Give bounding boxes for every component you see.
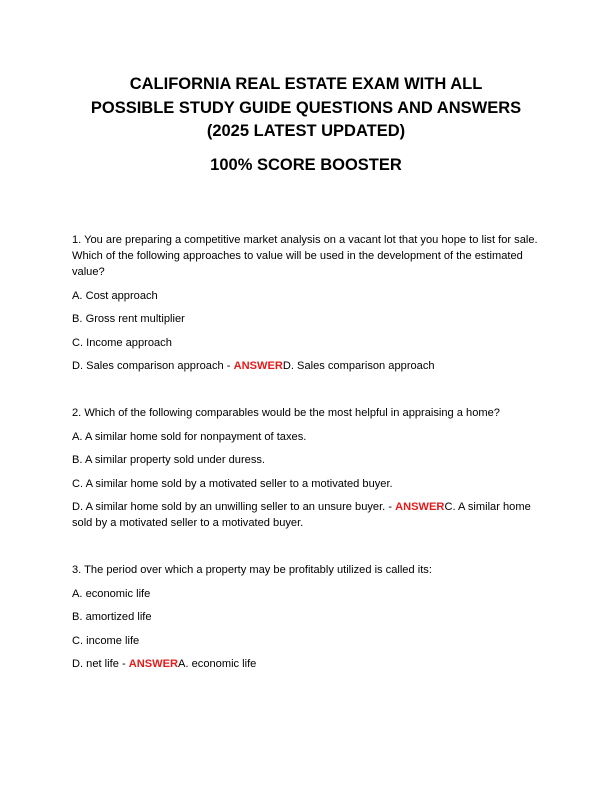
title-line-2: POSSIBLE STUDY GUIDE QUESTIONS AND ANSWERS xyxy=(90,98,522,117)
option-d: D. A similar home sold by an unwilling seller to an unsure buyer. - xyxy=(72,501,396,513)
option-d-with-answer xyxy=(72,656,542,672)
question-stem: 1. You are preparing a competitive market analysis on a vacant lot that you hope to list for sale. Which of the following approaches to value will be used in the development of the estimated value? xyxy=(72,234,538,278)
question-2 xyxy=(72,405,542,531)
option-b: B. Gross rent multiplier xyxy=(72,313,185,325)
question-stem: 2. Which of the following comparables would be the most helpful in appraising a home? xyxy=(72,407,500,419)
answer-label: ANSWER xyxy=(395,501,445,513)
option-c: C. income life xyxy=(72,634,140,647)
title-line-1: CALIFORNIA REAL ESTATE EXAM WITH ALL xyxy=(129,75,483,93)
option-c: C. A similar home sold by a motivated seller to a motivated buyer. xyxy=(72,477,393,490)
option-a: A. Cost approach xyxy=(72,289,158,302)
question-3 xyxy=(72,562,542,672)
option-a: A. A similar home sold for nonpayment of taxes. xyxy=(72,430,307,443)
option-d-with-answer xyxy=(72,358,542,374)
option-d: D. Sales comparison approach - xyxy=(72,360,234,372)
document-subtitle: 100% SCORE BOOSTER xyxy=(210,156,402,174)
answer-label: ANSWER xyxy=(128,658,179,670)
option-b: B. A similar property sold under duress. xyxy=(72,454,265,466)
question-list xyxy=(72,232,542,680)
option-d-with-answer xyxy=(72,499,542,531)
answer-text: C. A similar home sold by a motivated seller to a motivated buyer. xyxy=(72,501,531,529)
option-b: B. amortized life xyxy=(72,611,152,623)
option-a: A. economic life xyxy=(72,587,151,600)
answer-text: D. Sales comparison approach xyxy=(282,360,435,372)
answer-text: A. economic life xyxy=(178,658,257,670)
title-line-3: (2025 LATEST UPDATED) xyxy=(206,122,406,140)
document-title xyxy=(40,73,572,144)
question-stem: 3. The period over which a property may be profitably utilized is called its: xyxy=(72,564,432,576)
answer-label: ANSWER xyxy=(233,360,283,372)
option-c: C. Income approach xyxy=(72,336,172,349)
question-1 xyxy=(72,232,542,374)
option-d: D. net life - xyxy=(72,658,129,670)
